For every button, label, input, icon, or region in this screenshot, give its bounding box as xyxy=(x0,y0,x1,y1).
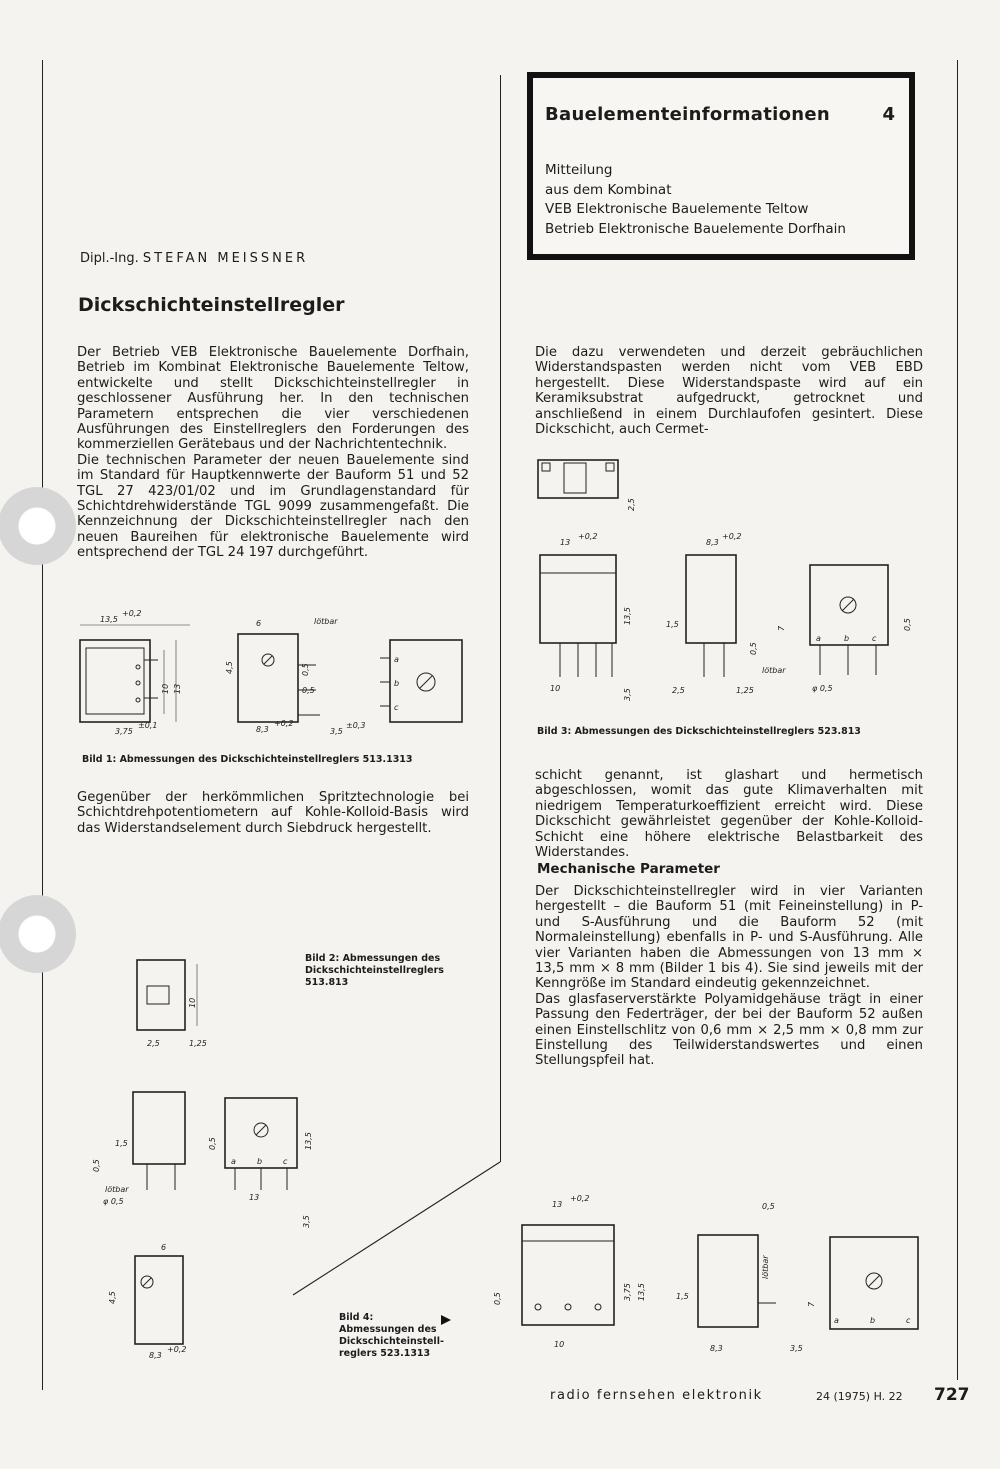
dim-label: 4,5 xyxy=(225,661,234,674)
paragraph: Der Dickschichteinstellregler wird in vier Varianten hergestellt – die Bauform 51 (mit Feineinstellung) in P- und S-Ausführung und die Bauform 52 (mit Normaleinstellung) ebenfalls in P- und S-Ausführung. Alle vier Varianten haben die Abmessungen von 13 mm × 13,5 mm × 8 mm (Bilder 1 bis 4). Sie sind jeweils mit der Kenngröße im Standard eindeutig gekennzeichnet. xyxy=(535,884,923,992)
caption-line: Abmessungen des xyxy=(339,1324,437,1335)
info-box-number: 4 xyxy=(882,104,895,125)
pin-label: b xyxy=(257,1157,263,1166)
bild2-caption xyxy=(305,953,444,989)
pin-label: b xyxy=(844,634,850,643)
pin-label: c xyxy=(872,634,877,643)
caption-line: Bild 4: xyxy=(339,1312,374,1323)
paragraph: Gegenüber der herkömmlichen Spritztechnologie bei Schichtdrehpotentiometern auf Kohle-Kolloid-Basis wird das Widerstandselement durch Siebdruck hergestellt. xyxy=(77,790,469,836)
pin-label: a xyxy=(394,655,399,664)
dim-label: 1,5 xyxy=(115,1139,128,1148)
caption-line: Dickschichteinstellreglers xyxy=(305,965,444,976)
dim-label: 10 xyxy=(554,1340,565,1349)
caption-line: 513.813 xyxy=(305,977,349,988)
dim-label: 4,5 xyxy=(108,1291,117,1304)
dim-label: 1,5 xyxy=(676,1292,689,1301)
dim-label: 3,5 xyxy=(623,688,632,701)
dim-label: 13,5 xyxy=(637,1283,646,1301)
arrow-right-icon xyxy=(440,1314,452,1326)
dim-label: 8,3 xyxy=(710,1344,723,1353)
dim-label: 10 xyxy=(161,683,170,694)
dim-label: 2,5 xyxy=(147,1039,160,1048)
dim-label: 13,5 xyxy=(623,607,632,625)
paragraph: Der Betrieb VEB Elektronische Bauelemente Dorfhain, Betrieb im Kombinat Elektronische Bauelemente Teltow, entwickelte und stellt Dickschichteinstellregler in geschlossener Ausführung her. In den technischen Parametern entsprechen die vier verschiedenen Ausführungen des Einstellreglers den Forderungen des kommerziellen Gerätebaus und der Nachrichtentechnik. xyxy=(77,345,469,453)
dim-label: 6 xyxy=(161,1243,167,1252)
dim-label: 2,5 xyxy=(672,686,685,695)
dim-label: 10 xyxy=(188,997,197,1008)
pin-label: a xyxy=(231,1157,236,1166)
dim-label: 3,75 xyxy=(623,1283,632,1301)
dim-label: 13 xyxy=(173,683,182,694)
dim-label: 1,5 xyxy=(666,620,679,629)
info-box xyxy=(527,72,915,260)
author-line xyxy=(80,251,308,266)
dim-label: 13,5 xyxy=(100,615,118,624)
pin-label: b xyxy=(394,679,400,688)
section-heading: Mechanische Parameter xyxy=(537,861,720,877)
caption-line: Bild 2: Abmessungen des xyxy=(305,953,441,964)
pin-label: c xyxy=(906,1316,911,1325)
dim-label: 0,5 xyxy=(903,618,912,631)
info-box-line: aus dem Kombinat xyxy=(545,181,672,198)
dim-tol: ±0,1 xyxy=(138,721,158,730)
dim-label: lötbar xyxy=(762,666,786,675)
info-box-line: VEB Elektronische Bauelemente Teltow xyxy=(545,201,809,217)
article-title: Dickschichteinstellregler xyxy=(78,294,345,316)
dim-label: φ 0,5 xyxy=(812,684,833,693)
dim-label: 3,5 xyxy=(790,1344,803,1353)
dim-label: 0,5 xyxy=(762,1202,775,1211)
dim-label: 7 xyxy=(807,1301,816,1307)
pin-label: c xyxy=(283,1157,288,1166)
bild3-caption: Bild 3: Abmessungen des Dickschichteinstellreglers 523.813 xyxy=(537,726,861,737)
dim-label: 13 xyxy=(560,538,571,547)
dim-label: 0,5 xyxy=(493,1292,502,1305)
bild2-drawing xyxy=(85,950,325,1370)
pin-label: c xyxy=(394,703,399,712)
author-prefix: Dipl.-Ing. xyxy=(80,251,139,266)
pin-label: a xyxy=(816,634,821,643)
dim-tol: ±0,3 xyxy=(346,721,366,730)
info-box-line: Mitteilung xyxy=(545,162,613,178)
left-column-text-1 xyxy=(77,345,469,561)
dim-label: 3,75 xyxy=(115,727,133,736)
punch-hole-top xyxy=(0,487,76,565)
dim-label: lötbar xyxy=(761,1255,770,1279)
info-box-lines xyxy=(545,161,846,239)
dim-tol: +0,2 xyxy=(570,1194,590,1203)
dim-label: φ 0,5 xyxy=(103,1197,124,1206)
dim-tol: +0,2 xyxy=(167,1345,187,1354)
page-number: 727 xyxy=(934,1385,970,1405)
dim-label: 13 xyxy=(552,1200,563,1209)
dim-label: 10 xyxy=(550,684,561,693)
paragraph: Das glasfaserverstärkte Polyamidgehäuse trägt in einer Passung den Federträger, der bei der Bauform 52 außen einen Einstellschlitz von 0,6 mm × 2,5 mm × 0,8 mm zur Einstellung des Teilwiderstandswertes und einen Stellungspfeil hat. xyxy=(535,991,923,1069)
bild4-caption xyxy=(339,1312,444,1360)
dim-label: 0,5 xyxy=(92,1159,101,1172)
pin-label: a xyxy=(834,1316,839,1325)
right-column-text-1 xyxy=(535,345,923,437)
caption-line: reglers 523.1313 xyxy=(339,1348,431,1359)
dim-tol: +0,2 xyxy=(578,532,598,541)
punch-hole-bottom xyxy=(0,895,76,973)
caption-line: Dickschichteinstell- xyxy=(339,1336,444,1347)
dim-label: 0,5 xyxy=(302,686,315,695)
dim-label: lötbar xyxy=(105,1185,129,1194)
paragraph: Die dazu verwendeten und derzeit gebräuchlichen Widerstandspasten werden nicht vom VEB EBD hergestellt. Diese Widerstandspaste wird auf ein Keramiksubstrat aufgedruckt, getrocknet und anschließend in einem Durchlaufofen gesintert. Diese Dickschicht, auch Cermet- xyxy=(535,345,923,438)
dim-label: 8,3 xyxy=(149,1351,162,1360)
dim-tol: +0,2 xyxy=(722,532,742,541)
right-margin-rule xyxy=(957,60,958,1380)
bild3-drawing xyxy=(530,455,930,720)
dim-label: 8,3 xyxy=(256,725,269,734)
bild1-drawing xyxy=(80,610,470,745)
footer-journal-name: radio fernsehen elektronik xyxy=(550,1388,763,1403)
dim-label: 3,5 xyxy=(302,1215,311,1228)
left-column-text-2 xyxy=(77,790,469,836)
dim-label: 13 xyxy=(249,1193,260,1202)
paragraph: schicht genannt, ist glashart und hermetisch abgeschlossen, womit das gute Klimaverhalten mit niedrigem Temperaturkoeffizient erreicht wird. Diese Dickschicht gewährleistet gegenüber der Kohle-Kolloid-Schicht eine höhere elektrische Belastbarkeit des Widerstandes. xyxy=(535,768,923,861)
dim-label: 6 xyxy=(256,619,262,628)
dim-label: 7 xyxy=(777,625,786,631)
dim-label: 0,5 xyxy=(208,1137,217,1150)
dim-tol: +0,2 xyxy=(274,719,294,728)
dim-label: 13,5 xyxy=(304,1132,313,1150)
info-box-line: Betrieb Elektronische Bauelemente Dorfhain xyxy=(545,220,846,237)
right-column-text-3 xyxy=(535,884,923,1069)
info-box-title: Bauelementeinformationen xyxy=(545,104,830,125)
author-name: STEFAN MEISSNER xyxy=(142,251,309,266)
right-column-text-2 xyxy=(535,768,923,860)
bild4-drawing xyxy=(480,1195,950,1370)
dim-label: 2,5 xyxy=(627,498,636,511)
footer-issue: 24 (1975) H. 22 xyxy=(816,1390,903,1403)
pin-label: b xyxy=(870,1316,876,1325)
dim-tol: +0,2 xyxy=(122,609,142,618)
dim-label: 0,5 xyxy=(301,663,310,676)
dim-label: 8,3 xyxy=(706,538,719,547)
dim-label: lötbar xyxy=(314,617,338,626)
dim-label: 0,5 xyxy=(749,642,758,655)
dim-label: 3,5 xyxy=(330,727,343,736)
paragraph: Die technischen Parameter der neuen Bauelemente sind im Standard für Hauptkennwerte der Bauform 51 und 52 TGL 27 423/01/02 und im Grundlagenstandard für Schichtdrehwiderstände TGL 9099 zusammengefaßt. Die Kennzeichnung der Dickschichteinstellregler nach den neuen Baureihen für elektronische Bauelemente wird entsprechend der TGL 24 197 durchgeführt. xyxy=(77,452,469,561)
dim-label: 1,25 xyxy=(189,1039,207,1048)
dim-label: 1,25 xyxy=(736,686,754,695)
bild1-caption: Bild 1: Abmessungen des Dickschichteinstellreglers 513.1313 xyxy=(82,754,413,765)
